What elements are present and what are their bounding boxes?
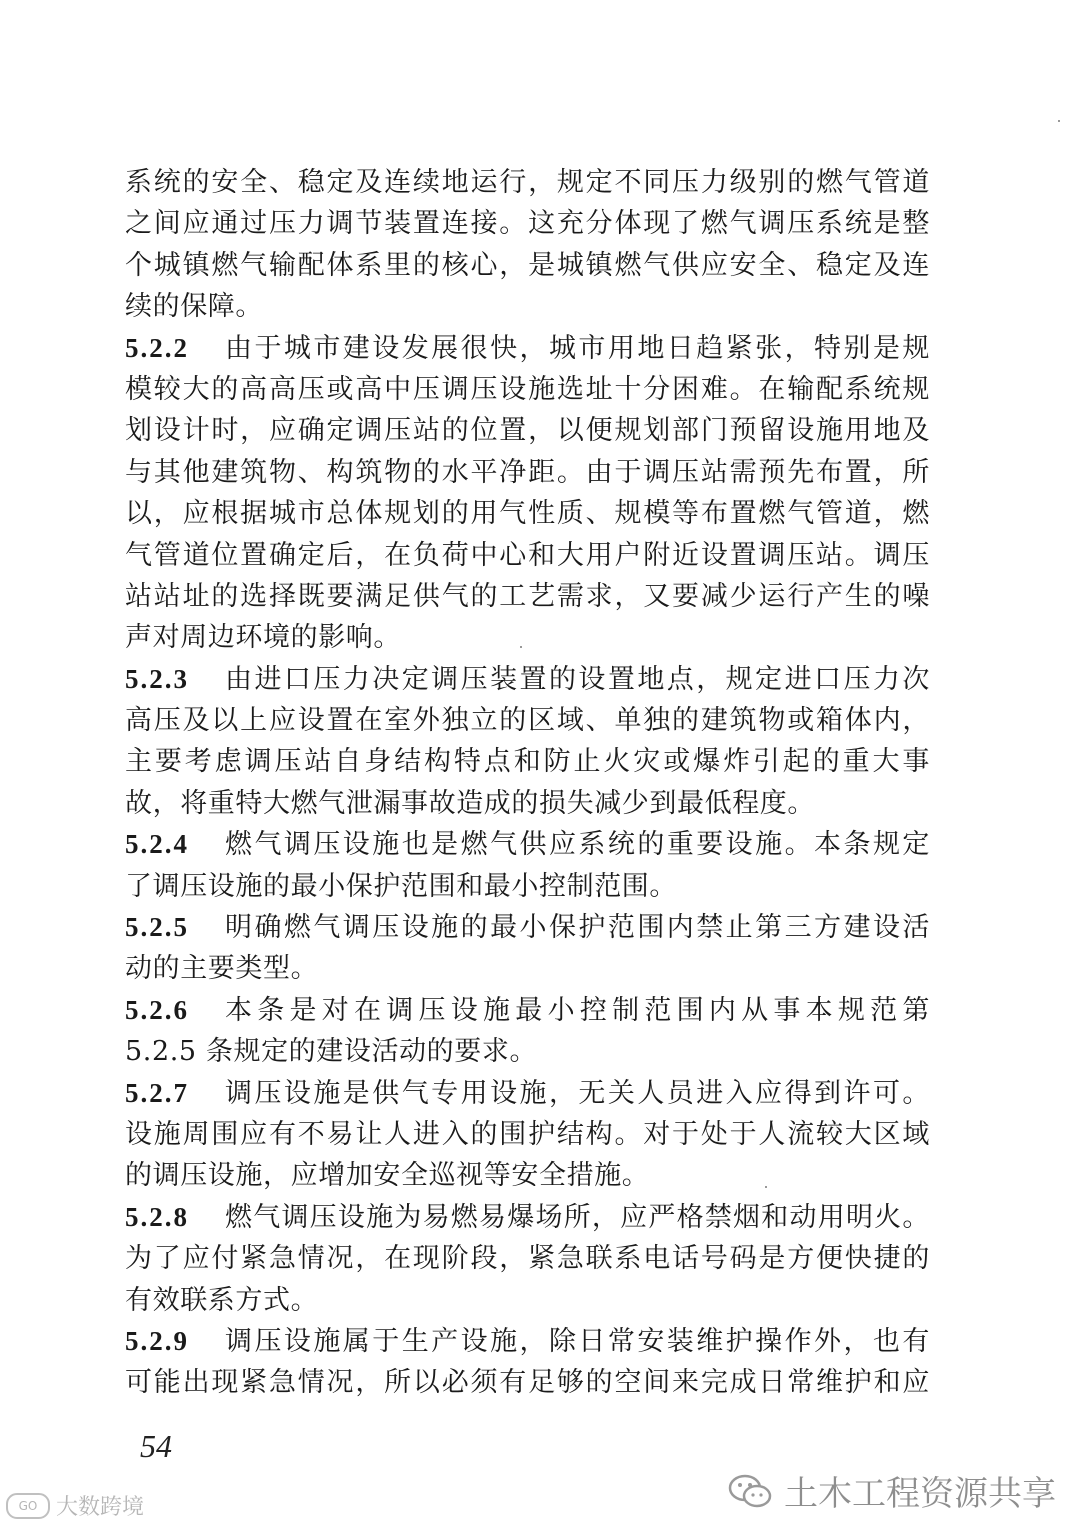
text-line	[125, 907, 930, 948]
line-text: 声对周边环境的影响。	[125, 622, 401, 654]
line-text: 由进口压力决定调压装置的设置地点，规定进口压力次	[225, 663, 930, 695]
text-line	[125, 1321, 930, 1362]
line-text: 模较大的高高压或高中压调压设施选址十分困难。在输配系统规	[125, 373, 930, 405]
scan-speck	[1058, 120, 1060, 122]
line-text: 可能出现紧急情况，所以必须有足够的空间来完成日常维护和应	[125, 1367, 930, 1399]
dashukuajing-logo-icon: GO	[6, 1493, 50, 1519]
text-line	[125, 328, 930, 369]
text-line	[125, 1031, 930, 1072]
clause-number: 5.2.3	[125, 663, 189, 694]
line-text: 续的保障。	[125, 291, 263, 323]
text-line	[125, 990, 930, 1031]
line-text: 故，将重特大燃气泄漏事故造成的损失减少到最低程度。	[125, 787, 815, 819]
text-line	[125, 1197, 930, 1238]
clause-number: 5.2.7	[125, 1077, 189, 1108]
text-line	[125, 783, 930, 824]
clause-number: 5.2.9	[125, 1325, 189, 1356]
text-line	[125, 1238, 930, 1279]
text-line	[125, 1280, 930, 1321]
clause-number: 5.2.4	[125, 829, 189, 860]
line-text: 的调压设施，应增加安全巡视等安全措施。	[125, 1160, 650, 1192]
line-text: 调压设施是供气专用设施，无关人员进入应得到许可。	[225, 1077, 930, 1109]
text-line	[125, 286, 930, 327]
text-line	[125, 659, 930, 700]
line-text: 系统的安全、稳定及连续地运行，规定不同压力级别的燃气管道	[125, 167, 930, 198]
text-line	[125, 1362, 930, 1403]
line-text: 由于城市建设发展很快，城市用地日趋紧张，特别是规	[225, 332, 930, 364]
text-line	[125, 1114, 930, 1155]
clause-number: 5.2.6	[125, 994, 189, 1025]
scan-speck	[765, 1186, 767, 1188]
line-text: 调压设施属于生产设施，除日常安装维护操作外，也有	[225, 1325, 930, 1357]
line-text: 动的主要类型。	[125, 953, 319, 985]
line-text: 气管道位置确定后，在负荷中心和大用户附近设置调压站。调压	[125, 539, 930, 571]
line-text: 之间应通过压力调节装置连接。这充分体现了燃气调压系统是整	[125, 208, 930, 240]
clause-number: 5.2.2	[125, 332, 189, 363]
text-line	[125, 535, 930, 576]
line-text: 个城镇燃气输配体系里的核心，是城镇燃气供应安全、稳定及连	[125, 249, 930, 281]
watermark-right-text: 土木工程资源共享	[784, 1474, 1056, 1514]
text-line	[125, 948, 930, 989]
text-line	[125, 452, 930, 493]
text-line	[125, 410, 930, 451]
line-text: 为了应付紧急情况，在现阶段，紧急联系电话号码是方便快捷的	[125, 1243, 930, 1275]
text-line	[125, 1155, 930, 1196]
watermark-right	[726, 1466, 1056, 1515]
line-text: 燃气调压设施为易燃易爆场所，应严格禁烟和动用明火。	[225, 1201, 930, 1233]
clause-number: 5.2.5	[125, 912, 189, 943]
page-number: 54	[140, 1428, 172, 1464]
watermark-left-text: 大数跨境	[56, 1495, 145, 1520]
line-text: 站站址的选择既要满足供气的工艺需求，又要减少运行产生的噪	[125, 580, 930, 612]
line-text: 划设计时，应确定调压站的位置，以便规划部门预留设施用地及	[125, 415, 930, 447]
line-text: 了调压设施的最小保护范围和最小控制范围。	[125, 870, 677, 902]
line-text: 主要考虑调压站自身结构特点和防止火灾或爆炸引起的重大事	[125, 746, 930, 778]
line-text: 设施周围应有不易让人进入的围护结构。对于处于人流较大区域	[125, 1118, 930, 1150]
wechat-icon	[726, 1472, 774, 1510]
text-line	[125, 369, 930, 410]
text-line	[125, 245, 930, 286]
line-text: 明确燃气调压设施的最小保护范围内禁止第三方建设活	[225, 912, 930, 944]
line-text: 5.2.5 条规定的建设活动的要求。	[125, 1036, 538, 1068]
line-text: 以，应根据城市总体规划的用气性质、规模等布置燃气管道，燃	[125, 498, 930, 530]
line-text: 与其他建筑物、构筑物的水平净距。由于调压站需预先布置，所	[125, 456, 930, 488]
line-text: 燃气调压设施也是燃气供应系统的重要设施。本条规定	[225, 829, 930, 861]
page-body	[125, 162, 930, 1404]
text-line	[125, 824, 930, 865]
line-text: 有效联系方式。	[125, 1284, 319, 1316]
text-line	[125, 741, 930, 782]
text-line	[125, 866, 930, 907]
line-text: 本条是对在调压设施最小控制范围内从事本规范第	[225, 994, 930, 1026]
text-line	[125, 576, 930, 617]
text-line	[125, 1073, 930, 1114]
watermark-left	[6, 1490, 144, 1521]
text-line	[125, 617, 930, 658]
text-line	[125, 162, 930, 203]
text-line	[125, 203, 930, 244]
line-text: 高压及以上应设置在室外独立的区域、单独的建筑物或箱体内，	[125, 705, 930, 737]
clause-number: 5.2.8	[125, 1201, 189, 1232]
text-line	[125, 700, 930, 741]
scan-speck	[520, 646, 522, 648]
text-line	[125, 493, 930, 534]
